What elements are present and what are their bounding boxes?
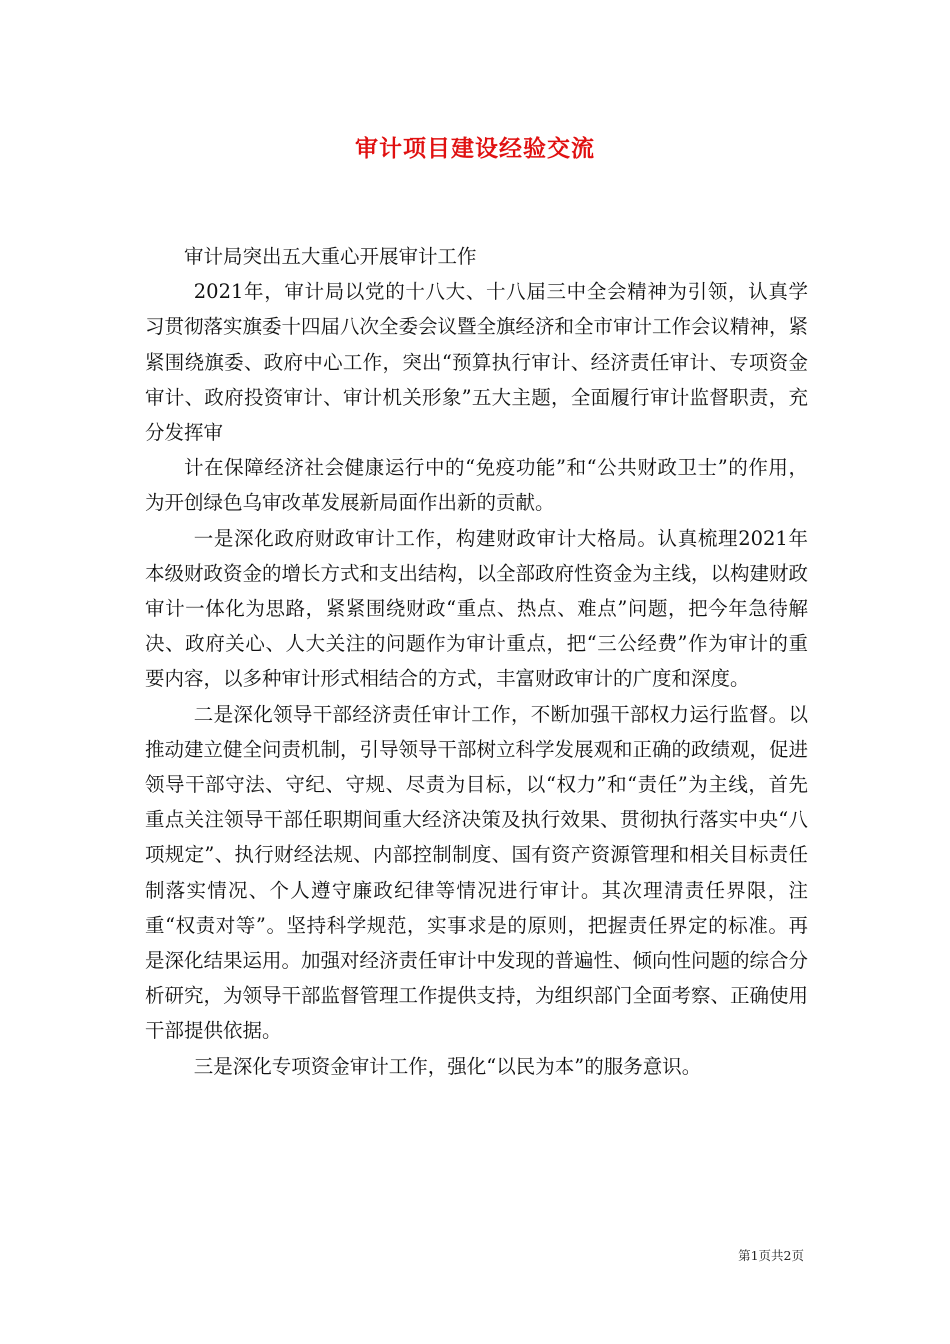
body-paragraph-special-funds-audit: 三是深化专项资金审计工作，强化“以民为本”的服务意识。 bbox=[193, 1054, 702, 1078]
document-title: 审计项目建设经验交流 bbox=[355, 135, 595, 162]
page-number-footer: 第1页共2页 bbox=[738, 1248, 804, 1263]
body-paragraph-economic-responsibility-audit: 二是深化领导干部经济责任审计工作，不断加强干部权力运行监督。以推动建立健全问责机制，引导领导干部树立科学发展观和正确的政绩观，促进领导干部守法、守纪、守规、尽责为目标，以“权力”和“责任”为主线，首先重点关注领导干部任职期间重大经济决策及执行效果、贯彻执行落实中央“八项规定”、执行财经法规、内部控制制度、国有资产资源管理和相关目标责任制落实情况、个人遵守廉政纪律等情况进行审计。其次理清责任界限，注重“权责对等”。坚持科学规范，实事求是的原则，把握责任界定的标准。再是深化结果运用。加强对经济责任审计中发现的普遍性、倾向性问题的综合分析研究，为领导干部监督管理工作提供支持，为组织部门全面考察、正确使用干部提供依据。 bbox=[145, 702, 809, 1043]
body-paragraph-fiscal-audit: 一是深化政府财政审计工作，构建财政审计大格局。认真梳理2021年本级财政资金的增长方式和支出结构，以全部政府性资金为主线，以构建财政审计一体化为思路，紧紧围绕财政“重点、热点、难点”问题，把今年急待解决、政府关心、人大关注的问题作为审计重点，把“三公经费”作为审计的重要内容，以多种审计形式相结合的方式，丰富财政审计的广度和深度。 bbox=[145, 526, 809, 691]
body-paragraph-intro: 2021年，审计局以党的十八大、十八届三中全会精神为引领，认真学习贯彻落实旗委十四届八次全委会议暨全旗经济和全市审计工作会议精神，紧紧围绕旗委、政府中心工作，突出“预算执行审计、经济责任审计、专项资金审计、政府投资审计、审计机关形象”五大主题，全面履行审计监督职责，充分发挥审 bbox=[145, 280, 809, 445]
document-body bbox=[145, 239, 808, 1084]
body-paragraph-subtitle: 审计局突出五大重心开展审计工作 bbox=[184, 245, 477, 268]
body-paragraph-intro-continued: 计在保障经济社会健康运行中的“免疫功能”和“公共财政卫士”的作用，为开创绿色乌审改革发展新局面作出新的贡献。 bbox=[145, 456, 808, 515]
